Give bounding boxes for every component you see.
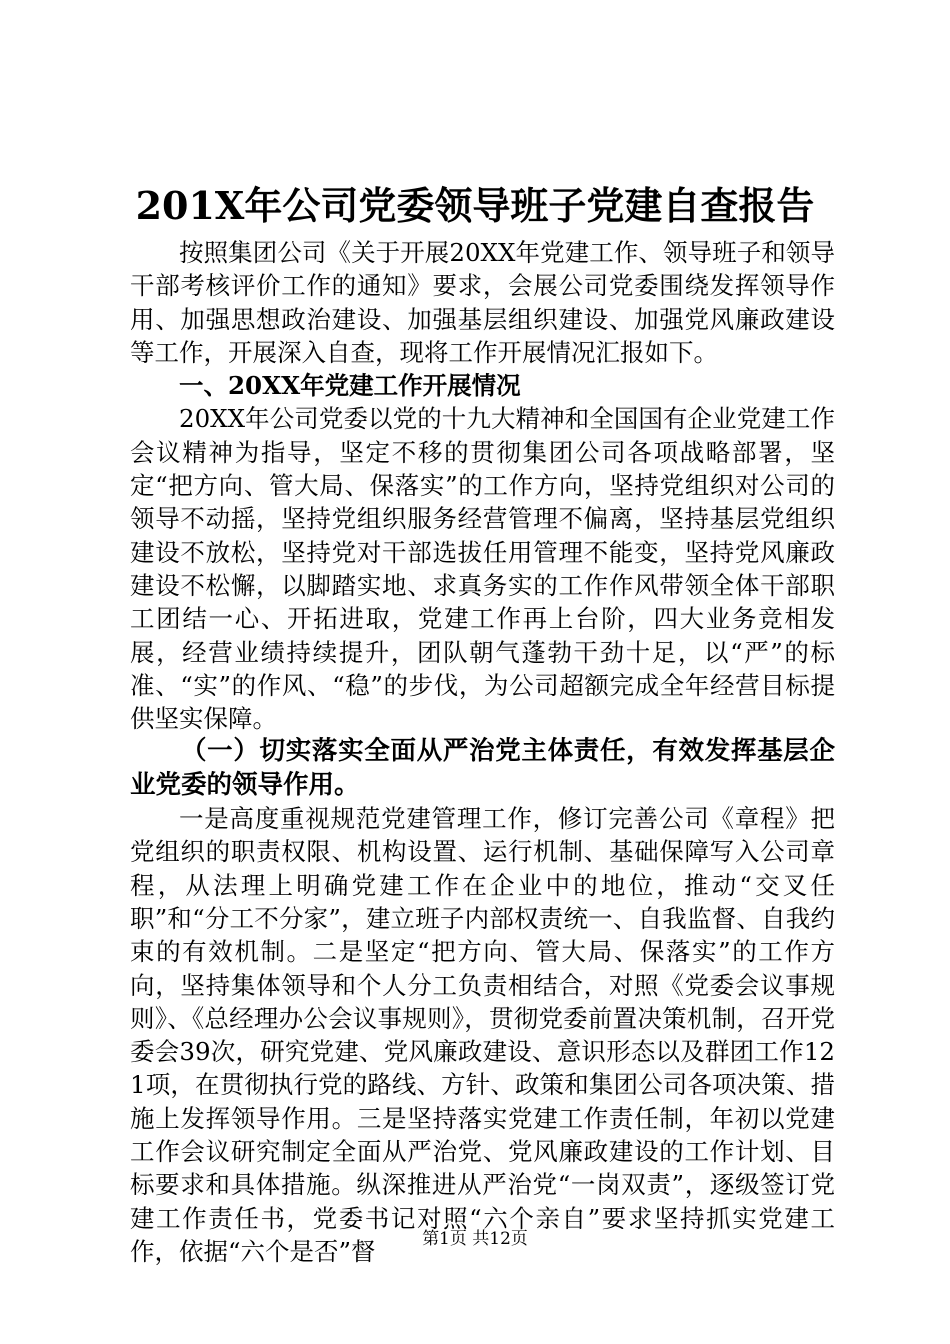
- page-footer: 第1页 共12页: [422, 1229, 528, 1249]
- document-body: [130, 236, 835, 1268]
- section-1-paragraph: 20XX年公司党委以党的十九大精神和全国国有企业党建工作会议精神为指导，坚定不移的贯彻集团公司各项战略部署，坚定“把方向、管大局、保落实”的工作方向，坚持党组织对公司的领导不动摇，坚持党组织服务经营管理不偏离，坚持基层党组织建设不放松，坚持党对干部选拔任用管理不能变，坚持党风廉政建设不松懈，以脚踏实地、求真务实的工作作风带领全体干部职工团结一心、开拓进取，党建工作再上台阶，四大业务竞相发展，经营业绩持续提升，团队朝气蓬勃干劲十足，以“严”的标准、“实”的作风、“稳”的步伐，为公司超额完成全年经营目标提供坚实保障。: [130, 404, 835, 734]
- document-title: 201X年公司党委领导班子党建自查报告: [135, 183, 815, 228]
- subsection-heading-1: （一）切实落实全面从严治党主体责任，有效发挥基层企业党委的领导作用。: [130, 736, 835, 800]
- intro-paragraph: 按照集团公司《关于开展20XX年党建工作、领导班子和领导干部考核评价工作的通知》要求，会展公司党委围绕发挥领导作用、加强思想政治建设、加强基层组织建设、加强党风廉政建设等工作，开展深入自查，现将工作开展情况汇报如下。: [130, 238, 835, 367]
- section-heading-1: 一、20XX年党建工作开展情况: [179, 371, 521, 401]
- subsection-1-paragraph: 一是高度重视规范党建管理工作，修订完善公司《章程》把党组织的职责权限、机构设置、运行机制、基础保障写入公司章程，从法理上明确党建工作在企业中的地位，推动“交叉任职”和“分工不分家”，建立班子内部权责统一、自我监督、自我约束的有效机制。二是坚定“把方向、管大局、保落实”的工作方向，坚持集体领导和个人分工负责相结合，对照《党委会议事规则》、《总经理办公会议事规则》，贯彻党委前置决策机制，召开党委会39次，研究党建、党风廉政建设、意识形态以及群团工作121项，在贯彻执行党的路线、方针、政策和集团公司各项决策、措施上发挥领导作用。三是坚持落实党建工作责任制，年初以党建工作会议研究制定全面从严治党、党风廉政建设的工作计划、目标要求和具体措施。纵深推进从严治党“一岗双责”，逐级签订党建工作责任书，党委书记对照“六个亲自”要求坚持抓实党建工作，依据“六个是否”督: [130, 804, 835, 1266]
